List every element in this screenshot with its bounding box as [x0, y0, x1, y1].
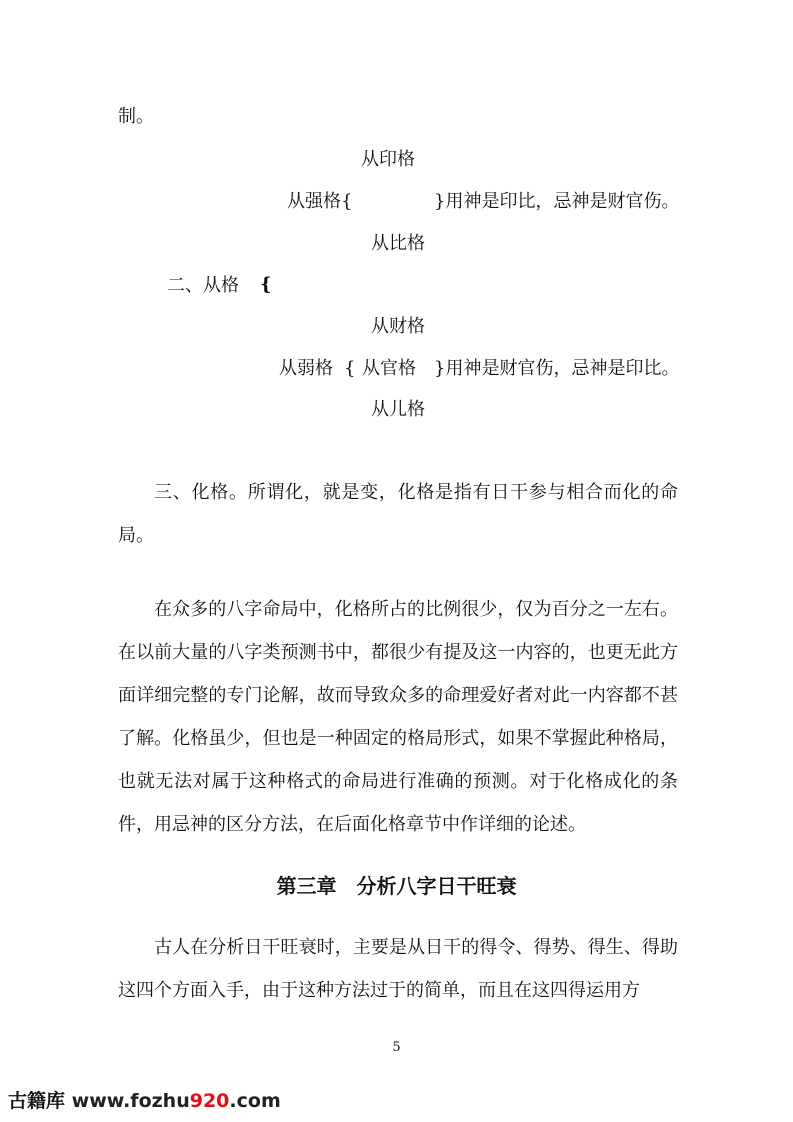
brace-left-ruo: { — [344, 358, 356, 379]
footer-url-number: 920 — [189, 1090, 230, 1112]
line-cong-bi-ge: 从比格 — [371, 233, 425, 254]
paragraph-chapter-intro: 古人在分析日干旺衰时，主要是从日干的得令、得势、得生、得助这四个方面入手，由于这种方法过于的简单，而且在这四得运用方 — [118, 937, 678, 1001]
line-zhi: 制。 — [118, 106, 154, 127]
footer-site-name: 古籍库 — [8, 1090, 66, 1112]
line-cong-qiang-rule — [434, 190, 679, 214]
line-cong-guan-ge: 从官格 — [362, 358, 416, 379]
brace-big: { — [260, 274, 272, 295]
paragraph-body: 在众多的八字命局中，化格所占的比例很少，仅为百分之一左右。在以前大量的八字类预测书中，都很少有提及这一内容的，也更无此方面详细完整的专门论解，故而导致众多的命理爱好者对此一内容都不甚了解。化格虽少，但也是一种固定的格局形式，如果不掌握此种格局，也就无法对属于这种格式的命局进行准确的预测。对于化格成化的条件，用忌神的区分方法，在后面化格章节中作详细的论述。 — [118, 599, 678, 835]
line-cong-qiang-ge — [287, 190, 352, 214]
cong-qiang-label: 从强格 — [287, 191, 341, 212]
line-cong-ruo-rule — [434, 357, 679, 381]
cong-ruo-rule: 用神是财官伤，忌神是印比。 — [445, 358, 680, 379]
paragraph-hua-ge: 三、化格。所谓化，就是变，化格是指有日干参与相合而化的命局。 — [118, 482, 678, 546]
brace-right: } — [434, 191, 446, 212]
line-cong-yin-ge: 从印格 — [361, 149, 415, 170]
line-cong-ruo-ge: 从弱格 — [279, 358, 333, 379]
line-er-cong-ge: 二、从格 — [167, 275, 239, 296]
footer-url-suffix: .com — [229, 1090, 281, 1112]
cong-qiang-rule: 用神是印比，忌神是财官伤。 — [445, 191, 680, 212]
footer-url-prefix: www.fozhu — [71, 1090, 190, 1112]
chapter-title: 第三章 分析八字日干旺衰 — [276, 874, 517, 898]
brace-left: { — [341, 191, 353, 212]
page-number: 5 — [392, 1040, 401, 1055]
line-cong-er-ge: 从儿格 — [371, 399, 425, 420]
footer-watermark — [8, 1086, 281, 1113]
brace-right-ruo: } — [434, 358, 446, 379]
line-cong-cai-ge: 从财格 — [371, 316, 425, 337]
